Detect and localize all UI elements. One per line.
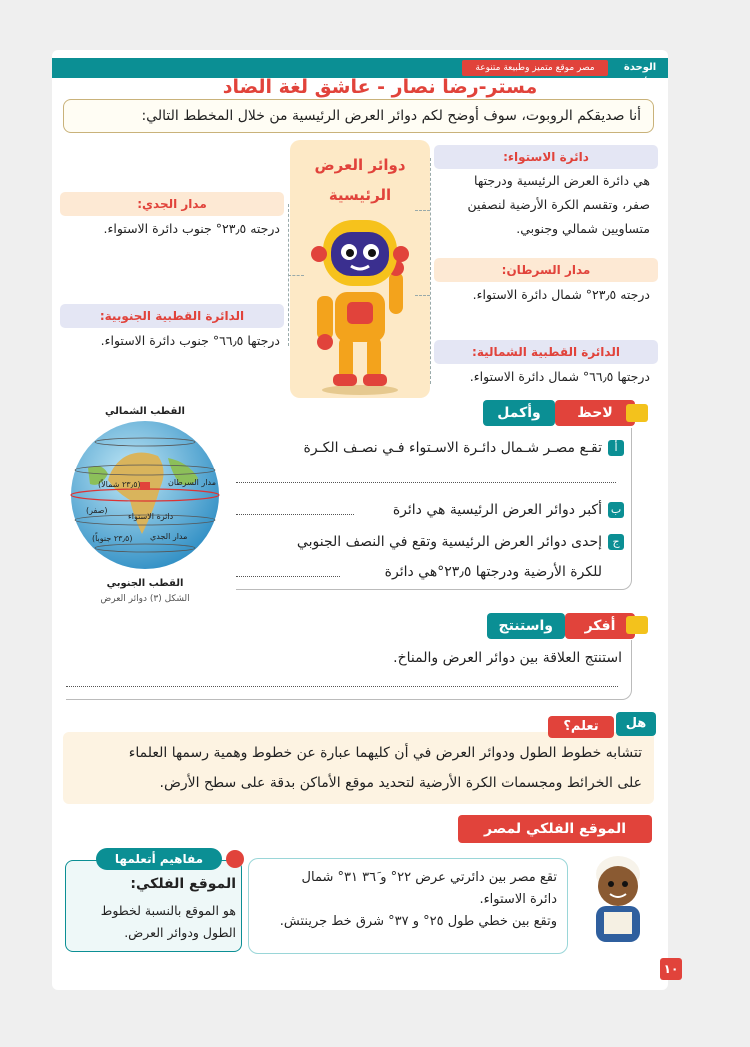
concept-line2: الطول ودوائر العرض. bbox=[124, 925, 236, 940]
think-question: استنتج العلاقة بين دوائر العرض والمناخ. bbox=[393, 650, 622, 666]
think-tag-red: أفكر bbox=[565, 613, 635, 639]
robot-icon bbox=[305, 210, 415, 395]
globe-caption: الشكل (٣) دوائر العرض bbox=[100, 594, 190, 604]
intro-box bbox=[63, 99, 654, 133]
globe-south23: (٢٣٫٥ جنوباً) bbox=[92, 534, 133, 543]
equator-line2: صفر، وتقسم الكرة الأرضية لنصفين bbox=[467, 197, 650, 212]
south-pole-label: القطب الجنوبي bbox=[106, 578, 184, 589]
concept-tag: مفاهيم أتعلمها bbox=[96, 848, 222, 870]
equator-line1: هي دائرة العرض الرئيسية ودرجتها bbox=[474, 173, 650, 188]
book-icon bbox=[626, 404, 648, 422]
globe-cancer: مدار السرطان bbox=[168, 478, 217, 487]
arctic-title: الدائرة القطبية الشمالية: bbox=[434, 340, 658, 364]
book-icon-2 bbox=[626, 616, 648, 634]
globe-equator: دائرة الاستواء bbox=[128, 512, 174, 521]
concept-dot bbox=[226, 850, 244, 868]
connector-left-h1 bbox=[288, 275, 304, 276]
think-answer-line bbox=[66, 686, 618, 687]
connector-right-h1 bbox=[415, 210, 430, 211]
know-tag-a: هل bbox=[616, 712, 656, 736]
equator-title: دائرة الاستواء: bbox=[434, 145, 658, 169]
location-line2: دائرة الاستواء. bbox=[479, 892, 557, 907]
location-box bbox=[248, 858, 568, 954]
observe-q1 bbox=[240, 436, 624, 460]
globe-icon bbox=[68, 418, 223, 573]
observe-tag-red: لاحظ bbox=[555, 400, 635, 426]
author-title: مستر-رضا نصار - عاشق لغة الضاد bbox=[222, 76, 538, 98]
observe-q3-line2: للكرة الأرضية ودرجتها ٢٣٫٥°هي دائرة bbox=[384, 564, 602, 580]
concept-line1: هو الموقع بالنسبة لخطوط bbox=[100, 903, 236, 918]
robot-title-line1: دوائر العرض bbox=[314, 156, 406, 174]
equator-line3: متساويين شمالي وجنوبي. bbox=[516, 221, 650, 236]
know-line1: تتشابه خطوط الطول ودوائر العرض في أن كليهما عبارة عن خطوط وهمية رسمها العلماء bbox=[128, 745, 642, 761]
q2-badge: ب bbox=[608, 502, 624, 518]
q1-badge: أ bbox=[608, 440, 624, 456]
globe-north23: (٢٣٫٥ شمالاً) bbox=[98, 480, 141, 489]
location-line3: وتقع بين خطي طول ٢٥° و ٣٧° شرق خط جرينتش. bbox=[279, 914, 557, 929]
north-pole-label: القطب الشمالي bbox=[105, 406, 185, 417]
q2-answer-line bbox=[236, 514, 354, 515]
connector-right-h2 bbox=[415, 295, 430, 296]
antarctic-text: درجتها ٦٦٫٥° جنوب دائرة الاستواء. bbox=[100, 333, 280, 348]
q1-text: تقـع مصـر شـمال دائـرة الاسـتواء فـي نصـف الكـرة bbox=[303, 440, 602, 456]
location-line1: تقع مصر بين دائرتي عرض ٢٢° و ٣٦َ ٣١° شمال bbox=[301, 870, 557, 885]
page-number: ١٠ bbox=[660, 958, 682, 980]
location-heading: الموقع الفلكي لمصر bbox=[458, 815, 652, 843]
concept-title: الموقع الفلكي: bbox=[130, 876, 236, 892]
know-tag-b: تعلم؟ bbox=[548, 716, 614, 738]
know-line2: على الخرائط ومجسمات الكرة الأرضية لتحديد موقع الأماكن بدقة على سطح الأرض. bbox=[159, 775, 642, 791]
unit-label: الوحدة الأولى bbox=[623, 62, 657, 89]
globe-capricorn: مدار الجدي bbox=[150, 532, 188, 541]
antarctic-title: الدائرة القطبية الجنوبية: bbox=[60, 304, 284, 328]
robot-title-line2: الرئيسية bbox=[328, 186, 392, 204]
connector-right bbox=[430, 158, 431, 384]
capricorn-text: درجته ٢٣٫٥° جنوب دائرة الاستواء. bbox=[103, 221, 280, 236]
intro-text: أنا صديقكم الروبوت، سوف أوضح لكم دوائر العرض الرئيسية من خلال المخطط التالي: bbox=[141, 108, 641, 124]
observe-q3 bbox=[240, 530, 624, 554]
q3-text-1: إحدى دوائر العرض الرئيسية وتقع في النصف الجنوبي bbox=[296, 534, 602, 550]
cancer-title: مدار السرطان: bbox=[434, 258, 658, 282]
did-you-know-box bbox=[63, 732, 654, 804]
cancer-text: درجته ٢٣٫٥° شمال دائرة الاستواء. bbox=[472, 287, 650, 302]
student-icon bbox=[582, 852, 654, 944]
observe-tag-teal: وأكمل bbox=[483, 400, 555, 426]
q2-text: أكبر دوائر العرض الرئيسية هي دائرة bbox=[392, 502, 602, 518]
globe-zero: (صفر) bbox=[86, 506, 108, 515]
q1-answer-line bbox=[236, 482, 616, 483]
arctic-text: درجتها ٦٦٫٥° شمال دائرة الاستواء. bbox=[469, 369, 650, 384]
unit-subtitle: مصر موقع متميز وطبيعة متنوعة bbox=[462, 60, 608, 76]
q3-badge: ج bbox=[608, 534, 624, 550]
observe-q2 bbox=[240, 498, 624, 522]
robot-title bbox=[290, 150, 430, 210]
think-tag-teal: واستنتج bbox=[487, 613, 565, 639]
capricorn-title: مدار الجدي: bbox=[60, 192, 284, 216]
q3-answer-line bbox=[236, 576, 340, 577]
